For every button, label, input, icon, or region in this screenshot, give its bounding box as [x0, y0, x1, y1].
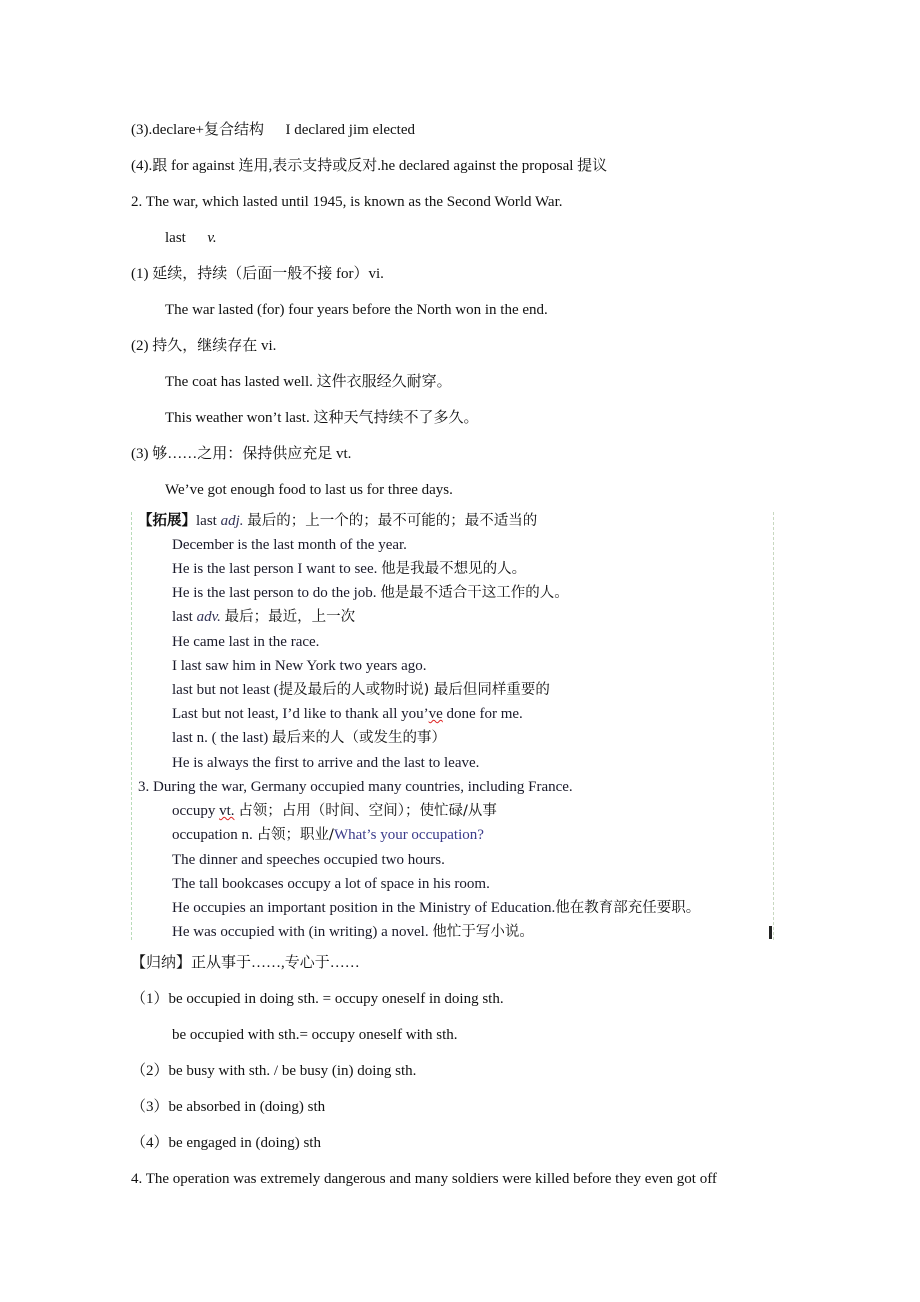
summary-item-4: （4）be engaged in (doing) sth: [131, 1135, 321, 1151]
text-cursor-mark: [769, 926, 772, 939]
sentence-2: 2. The war, which lasted until 1945, is known as the Second World War.: [131, 194, 563, 210]
expand-line-5-en: He came last in the race.: [172, 634, 320, 650]
expand-line-10: [172, 754, 479, 772]
last-verb-heading: [165, 229, 217, 247]
expand-line-1-en: December is the last month of the year.: [172, 537, 407, 553]
sense-2-label: (2) 持久，继续存在 vi.: [131, 338, 277, 354]
declare-note-3-example: I declared jim elected: [285, 122, 416, 138]
spellcheck-underline: vt.: [219, 803, 235, 819]
expand-line-4-en: last: [172, 609, 197, 625]
occupy-line-3: The dinner and speeches occupied two hours.: [172, 852, 445, 868]
expand-line-3: [172, 584, 569, 602]
sense-1-example: The war lasted (for) four years before the North won in the end.: [165, 302, 548, 318]
occupy-word: occupy: [172, 803, 220, 819]
expand-line-9: [172, 729, 446, 747]
expand-line-9-cn: 最后来的人（或发生的事）: [271, 730, 446, 746]
expand-line-1: [172, 536, 407, 554]
expand-line-4: [172, 608, 355, 626]
expand-line-4-pos: adv.: [196, 609, 221, 625]
occupy-line-6-en: He was occupied with (in writing) a novel.: [172, 924, 429, 940]
expand-bracket: 【拓展】: [138, 513, 196, 529]
occupy-line-5: [172, 899, 700, 917]
expand-line-3-cn: 他是最不适合干这工作的人。: [380, 585, 569, 601]
occupation-word: occupation n.: [172, 827, 253, 843]
occupy-line-2: [172, 826, 484, 844]
expand-line-8-en-a: Last but not least, I’d like to thank all you’: [172, 706, 429, 722]
occupy-line-6-cn: 他忙于写小说。: [432, 924, 534, 940]
expand-line-6: [172, 657, 427, 675]
embedded-notes-image: [131, 512, 774, 940]
expand-heading: [138, 512, 537, 530]
expand-line-5: [172, 633, 319, 651]
expand-meaning: 最后的；上一个的；最不可能的；最不适当的: [247, 513, 538, 529]
expand-line-6-en: I last saw him in New York two years ago.: [172, 658, 427, 674]
expand-line-2: [172, 560, 526, 578]
sense-1-label: (1) 延续，持续（后面一般不接 for）vi.: [131, 266, 384, 282]
expand-line-2-cn: 他是我最不想见的人。: [381, 561, 527, 577]
occupy-line-5-cn: 他在教育部充任要职。: [555, 900, 701, 916]
summary-item-2: （2）be busy with sth. / be busy (in) doing sth.: [131, 1063, 417, 1079]
declare-note-4: (4).跟 for against 连用,表示支持或反对.he declared against the proposal 提议: [131, 158, 608, 174]
expand-word: last: [196, 513, 217, 529]
sense-2-example-1: The coat has lasted well. 这件衣服经久耐穿。: [165, 374, 452, 390]
expand-line-7-en: last but not least (: [172, 682, 279, 698]
expand-line-8: [172, 705, 523, 723]
occupation-example: What’s your occupation?: [333, 827, 484, 843]
occupy-line-1: [172, 802, 497, 820]
summary-item-3: （3）be absorbed in (doing) sth: [131, 1099, 326, 1115]
expand-pos: adj.: [220, 513, 244, 529]
expand-line-7-cn: 提及最后的人或物时说) 最后但同样重要的: [278, 682, 550, 698]
occupy-line-4: The tall bookcases occupy a lot of space in his room.: [172, 876, 490, 892]
expand-line-2-en: He is the last person I want to see.: [172, 561, 378, 577]
last-pos: v.: [207, 230, 217, 246]
spellcheck-underline: ve: [428, 706, 443, 722]
sense-3-label: (3) 够……之用：保持供应充足 vt.: [131, 446, 352, 462]
occupation-meaning: 占领；职业/: [256, 827, 334, 843]
expand-line-8-en-b: done for me.: [442, 706, 523, 722]
expand-line-10-en: He is always the first to arrive and the last to leave.: [172, 755, 480, 771]
declare-note-3: [131, 121, 415, 139]
declare-note-3-label: (3).declare+复合结构: [131, 122, 264, 138]
sentence-3: 3. During the war, Germany occupied many countries, including France.: [138, 779, 573, 795]
sense-3-example: We’ve got enough food to last us for three days.: [165, 482, 453, 498]
summary-item-1: （1）be occupied in doing sth. = occupy oneself in doing sth.: [131, 991, 504, 1007]
occupy-meaning: 占领；占用（时间、空间）；使忙碌/从事: [238, 803, 497, 819]
occupy-line-6: [172, 923, 534, 941]
occupy-line-5-en: He occupies an important position in the Ministry of Education.: [172, 900, 556, 916]
expand-line-3-en: He is the last person to do the job.: [172, 585, 377, 601]
sense-2-example-2: This weather won’t last. 这种天气持续不了多久。: [165, 410, 479, 426]
last-word: last: [165, 230, 186, 246]
expand-line-4-cn: 最后；最近，上一次: [224, 609, 356, 625]
summary-item-1b: be occupied with sth.= occupy oneself with sth.: [172, 1027, 458, 1043]
expand-line-9-en: last n. ( the last): [172, 730, 269, 746]
expand-line-7: [172, 681, 550, 699]
summary-heading: 【归纳】正从事于……,专心于……: [131, 955, 360, 971]
sentence-4: 4. The operation was extremely dangerous and many soldiers were killed before they even got off: [131, 1171, 717, 1187]
